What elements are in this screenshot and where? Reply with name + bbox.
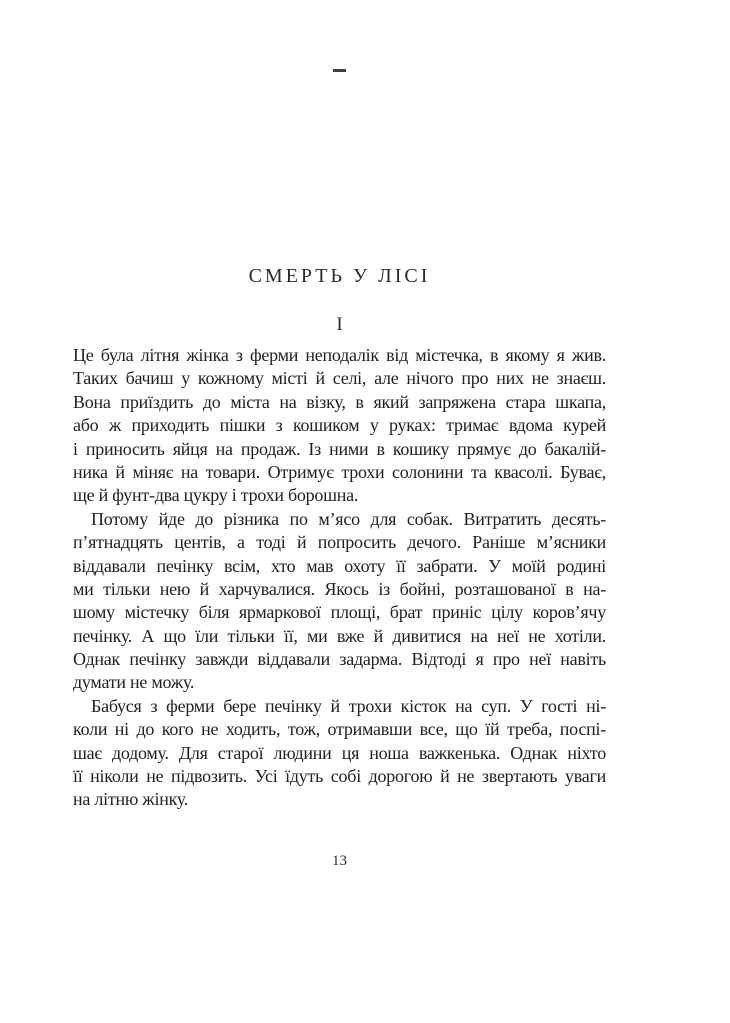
text-line: Вона приїздить до міста на візку, в який запряжена стара шкапа,	[73, 391, 606, 412]
text-line: Потому йде до різника по м’ясо для собак. Витратить десять-	[91, 508, 606, 529]
text-line: на літню жінку.	[73, 789, 189, 810]
text-line: або ж приходить пішки з кошиком у руках: тримає вдома курей	[73, 415, 606, 436]
section-numeral: І	[336, 314, 343, 335]
text-line: ми тільки нею й харчувалися. Якось із бойні, розташованої в на-	[73, 578, 606, 599]
text-line: Це була літня жінка з ферми неподалік від містечка, в якому я жив.	[73, 345, 606, 365]
chapter-title: СМЕРТЬ У ЛІСІ	[248, 265, 431, 287]
text-line: Однак печінку завжди віддавали задарма. Відтоді я про неї навіть	[73, 649, 606, 670]
section-separator-dash-icon	[333, 69, 346, 72]
text-line: ще й фунт-два цукру і трохи борошна.	[73, 485, 359, 506]
text-line: п’ятнадцять центів, а тоді й попросить дечого. Раніше м’ясники	[73, 532, 606, 553]
text-line: Таких бачиш у кожному місті й селі, але нічого про них не знаєш.	[73, 368, 606, 389]
paragraph	[73, 695, 606, 812]
text-line: і приносить яйця на продаж. Із ними в кошику прямує до бакалій-	[73, 438, 606, 459]
text-line: шому містечку біля ярмаркової площі, брат приніс цілу коров’ячу	[73, 602, 606, 623]
text-line: Бабуся з ферми бере печінку й трохи кісток на суп. У гості ні-	[91, 695, 606, 716]
text-line: її ніколи не підвозить. Усі їдуть собі дорогою й не звертають уваги	[73, 766, 606, 787]
text-line: думати не можу.	[73, 672, 195, 693]
body-text	[73, 344, 606, 812]
text-line: печінку. А що їли тільки її, ми вже й дивитися на неї не хотіли.	[73, 625, 606, 646]
text-line: коли ні до кого не ходить, тож, отримавши все, що їй треба, поспі-	[73, 719, 606, 740]
paragraph	[73, 508, 606, 695]
text-line: ника й міняє на товари. Отримує трохи солонини та квасолі. Буває,	[73, 461, 606, 482]
text-line: шає додому. Для старої людини ця ноша важкенька. Однак ніхто	[73, 742, 606, 763]
page-number: 13	[332, 853, 347, 869]
text-line: віддавали печінку всім, хто мав охоту її забрати. У моїй родині	[73, 555, 606, 576]
paragraph	[73, 344, 606, 508]
